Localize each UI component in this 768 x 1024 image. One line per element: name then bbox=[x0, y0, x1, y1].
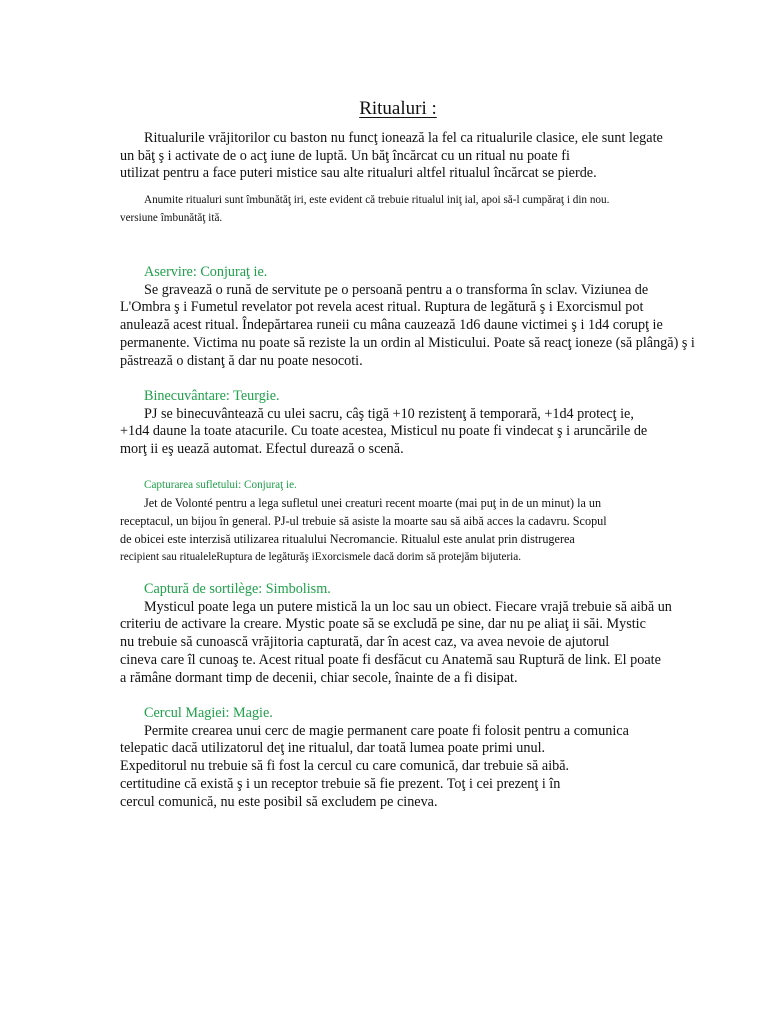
section-line: a rămâne dormant timp de decenii, chiar secole, înainte de a fi disipat. bbox=[120, 669, 518, 686]
section-line: morţ ii eş uează automat. Efectul durează o scenă. bbox=[120, 441, 404, 458]
section-line: Permite crearea unui cerc de magie permanent care poate fi folosit pentru a comunica bbox=[144, 722, 629, 739]
section-capturarea-sufletului bbox=[120, 476, 660, 566]
intro-line: utilizat pentru a face puteri mistice sau alte ritualuri altfel ritualul încărcat se pierde. bbox=[120, 165, 597, 182]
section-line: anulează acest ritual. Îndepărtarea runeii cu mâna cauzează 1d6 daune victimei ş i 1d4 corupţ ie bbox=[120, 317, 663, 334]
page-title: Ritualuri : bbox=[359, 98, 437, 119]
section-aservire bbox=[120, 264, 695, 370]
section-line: Mysticul poate lega un putere mistică la un loc sau un obiect. Fiecare vrajă trebuie să aibă un bbox=[144, 598, 672, 615]
section-line: criteriu de activare la creare. Mystic poate să se excludă pe sine, dar nu pe aliaţ ii săi. Mystic bbox=[120, 616, 646, 633]
section-line: nu trebuie să cunoască vrăjitoria capturată, dar în acest caz, va avea nevoie de ajutorul bbox=[120, 634, 610, 651]
intro-line: un băţ ş i activate de o acţ iune de luptă. Un băţ încărcat cu un ritual nu poate fi bbox=[120, 147, 570, 164]
section-heading: Aservire: Conjuraţ ie. bbox=[144, 264, 268, 280]
section-line: +1d4 daune la toate atacurile. Cu toate acestea, Misticul nu poate fi vindecat ş i aruncările de bbox=[120, 423, 648, 440]
section-line: certitudine că există ş i un receptor trebuie să fie prezent. Toţ i cei prezenţ i în bbox=[120, 775, 561, 792]
section-line: recipient sau ritualeleRuptura de legăturăş iExorcismele dacă dorim să protejăm bijuteria. bbox=[120, 551, 522, 563]
section-heading: Binecuvântare: Teurgie. bbox=[144, 388, 280, 404]
intro-line: Ritualurile vrăjitorilor cu baston nu funcţ ionează la fel ca ritualurile clasice, ele sunt legate bbox=[144, 130, 663, 146]
section-line: păstrează o distanţ ă dar nu poate nesocoti. bbox=[120, 352, 363, 369]
section-heading: Capturarea sufletului: Conjuraţ ie. bbox=[144, 479, 297, 491]
section-line: L'Ombra ş i Fumetul revelator pot revela acest ritual. Ruptura de legătură ş i Exorcismul pot bbox=[120, 299, 644, 316]
section-captura-de-sortilege bbox=[120, 581, 672, 687]
note-line: Anumite ritualuri sunt îmbunătăţ iri, este evident că trebuie ritualul iniţ ial, apoi să-l cumpăraţ i din nou. bbox=[144, 194, 610, 206]
section-line: de obicei este interzisă utilizarea ritualului Necromancie. Ritualul este anulat prin distrugerea bbox=[120, 532, 575, 546]
section-cercul-magiei bbox=[120, 705, 660, 811]
intro-paragraph bbox=[120, 130, 663, 183]
section-line: receptacul, un bijou în general. PJ-ul trebuie să asiste la moarte sau să aibă acces la cadavru. Scopul bbox=[120, 514, 607, 528]
section-line: permanente. Victima nu poate să reziste la un ordin al Misticului. Poate să reacţ ioneze (să plângă) ş i bbox=[120, 334, 695, 351]
note-line: versiune îmbunătăţ ită. bbox=[120, 212, 223, 224]
section-line: telepatic dacă utilizatorul deţ ine ritualul, dar toată lumea poate primi unul. bbox=[120, 740, 546, 757]
section-heading: Captură de sortilège: Simbolism. bbox=[144, 581, 331, 597]
section-heading: Cercul Magiei: Magie. bbox=[144, 705, 273, 721]
section-line: Se gravează o rună de servitute pe o persoană pentru a o transforma în sclav. Viziunea de bbox=[144, 281, 649, 298]
section-line: cercul comunică, nu este posibil să excludem pe cineva. bbox=[120, 793, 438, 810]
section-line: Jet de Volonté pentru a lega sufletul unei creaturi recent moarte (mai puţ in de un minut) la un bbox=[144, 496, 602, 510]
section-line: PJ se binecuvântează cu ulei sacru, câş tigă +10 rezistenţ ă temporară, +1d4 protecţ ie, bbox=[144, 405, 634, 422]
intro-note bbox=[120, 191, 660, 227]
section-line: Expeditorul nu trebuie să fi fost la cercul cu care comunică, dar trebuie să aibă. bbox=[120, 758, 570, 775]
section-binecuvantare bbox=[120, 388, 660, 459]
section-line: cineva care îl cunoaş te. Acest ritual poate fi desfăcut cu Anatemă sau Ruptură de link. El poate bbox=[120, 651, 661, 668]
